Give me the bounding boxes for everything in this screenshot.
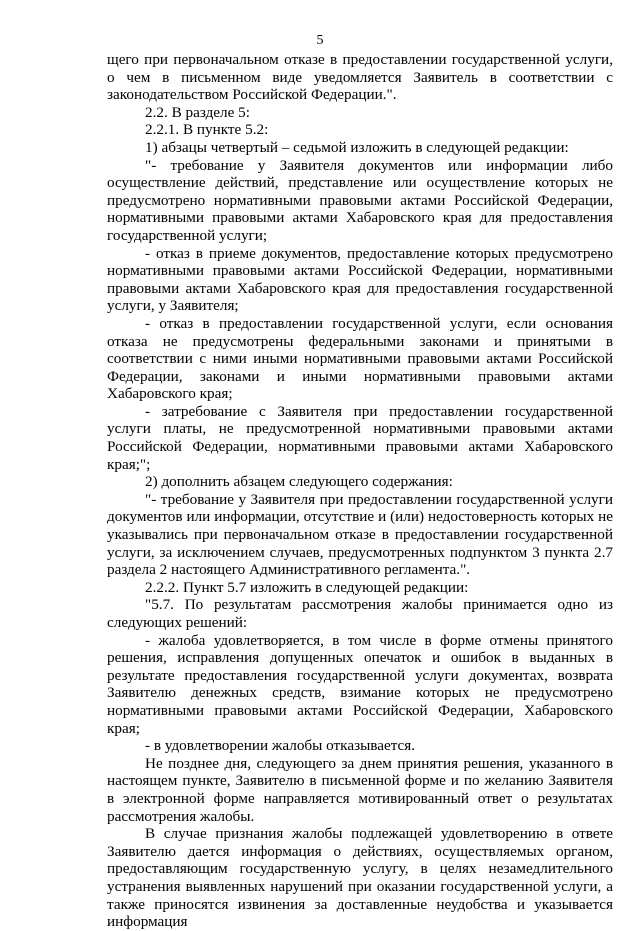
paragraph: 2.2. В разделе 5: <box>145 103 250 121</box>
paragraph: "5.7. По результатам рассмотрения жалобы принимается одно из следующих решений: <box>107 596 613 631</box>
paragraph: - отказ в предоставлении государственной услуги, если основания отказа не предусмотрены федеральными законами и принятыми в соответствии с ними иными нормативными правовыми актами Российской Федерации, законами и иными нормативными правовыми актами Хабаровского края; <box>107 314 613 403</box>
paragraph: 2) дополнить абзацем следующего содержания: <box>145 473 453 491</box>
paragraph: - отказ в приеме документов, предоставление которых предусмотрено нормативными правовыми актами Российской Федерации, нормативными правовыми актами Хабаровского края для предоставления государственной услуги, у Заявителя; <box>107 244 613 315</box>
paragraph: 2.2.2. Пункт 5.7 изложить в следующей редакции: <box>145 578 469 596</box>
page-number: 5 <box>316 33 324 48</box>
paragraph: "- требование у Заявителя документов или информации либо осуществление действий, представление или осуществление которых не предусмотрено нормативными правовыми актами Российской Федерации, нормативными правовыми актами Хабаровского края для предоставления государственной услуги; <box>107 156 613 244</box>
paragraph: щего при первоначальном отказе в предоставлении государственной услуги, о чем в письменном виде уведомляется Заявитель в соответствии с законодательством Российской Федерации.". <box>107 51 613 104</box>
paragraph: - затребование с Заявителя при предоставлении государственной услуги платы, не предусмотренной нормативными правовыми актами Российской Федерации, нормативными правовыми актами Хабаровского края;"; <box>107 402 613 473</box>
paragraph: Не позднее дня, следующего за днем принятия решения, указанного в настоящем пункте, Заявителю в письменной форме и по желанию Заявителя в электронной форме направляется мотивированный ответ о результатах рассмотрения жалобы. <box>107 754 613 825</box>
paragraph: - в удовлетворении жалобы отказывается. <box>145 737 416 755</box>
paragraph: - жалоба удовлетворяется, в том числе в форме отмены принятого решения, исправления допущенных опечаток и ошибок в выданных в результате предоставления государственной услуги документах, возврата Заявителю денежных средств, взимание которых не предусмотрено нормативными правовыми актами Российской Федерации, Хабаровского края; <box>107 631 613 737</box>
paragraph: 1) абзацы четвертый – седьмой изложить в следующей редакции: <box>145 138 569 156</box>
paragraph: "- требование у Заявителя при предоставлении государственной услуги документов или информации, отсутствие и (или) недостоверность которых не указывались при первоначальном отказе в предоставлении государственной услуги, за исключением случаев, предусмотренных подпунктом 3 пункта 2.7 раздела 2 настоящего Административного регламента.". <box>107 490 613 579</box>
paragraph: В случае признания жалобы подлежащей удовлетворению в ответе Заявителю дается информация о действиях, осуществляемых органом, предоставляющим государственную услугу, в целях незамедлительного устранения выявленных нарушений при оказании государственной услуги, а также приносятся извинения за доставленные неудобства и указывается информация <box>107 825 613 931</box>
document-body <box>107 51 613 931</box>
paragraph: 2.2.1. В пункте 5.2: <box>145 121 269 139</box>
